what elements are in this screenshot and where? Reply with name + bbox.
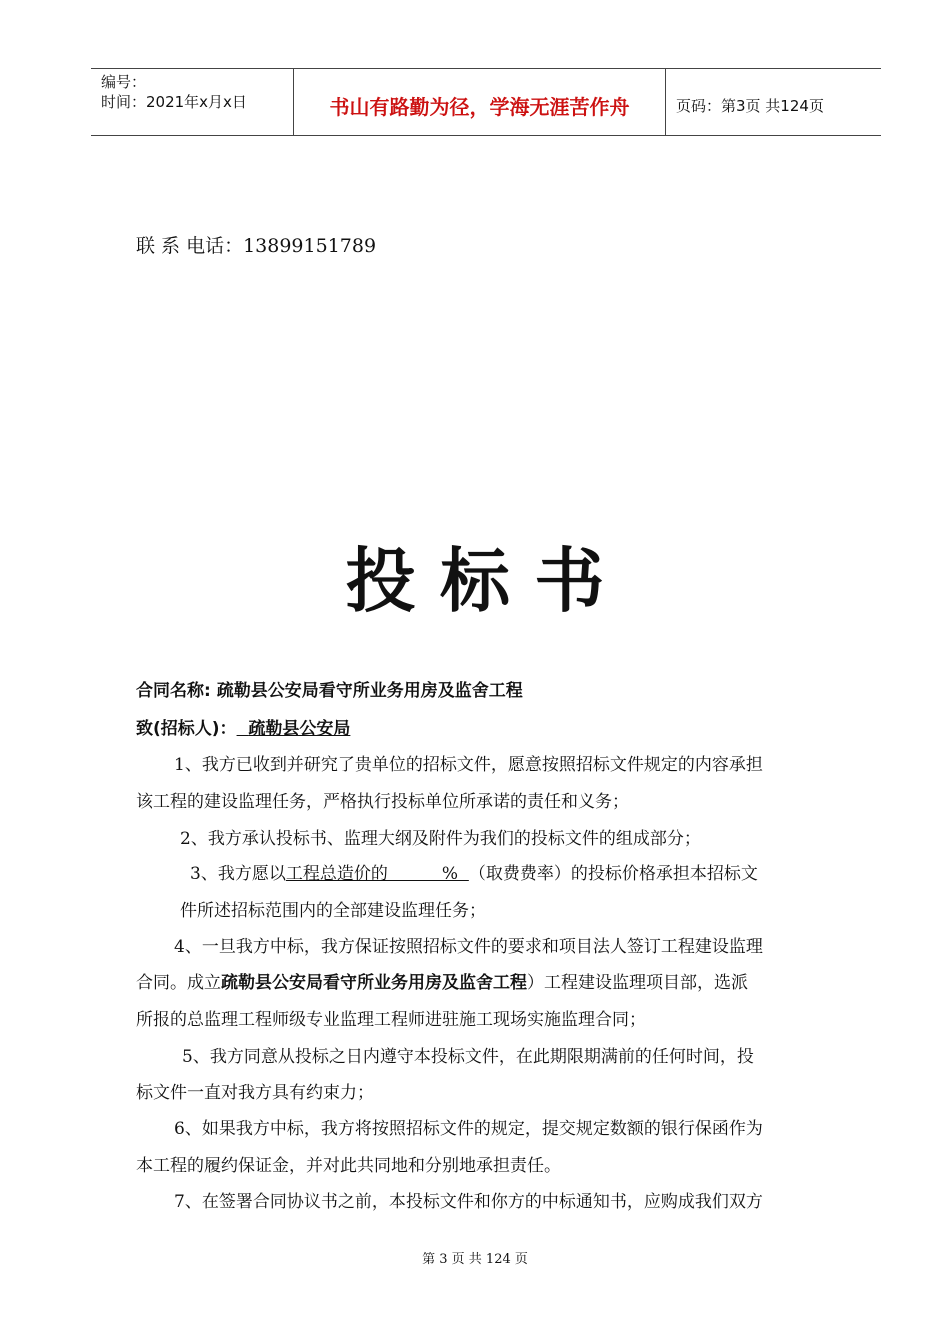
addressee-value: 疏勒县公安局 bbox=[248, 719, 351, 739]
paragraph-6-line-1: 6、如果我方中标，我方将按照招标文件的规定，提交规定数额的银行保函作为 bbox=[174, 1119, 763, 1139]
header-page-label: 页码：第3页 共124页 bbox=[676, 97, 824, 115]
contract-name-value: 疏勒县公安局看守所业务用房及监舍工程 bbox=[216, 681, 523, 701]
header-motto: 书山有路勤为径，学海无涯苦作舟 bbox=[329, 95, 630, 119]
header-bottom-rule bbox=[91, 135, 881, 136]
header-number-label: 编号： bbox=[101, 73, 147, 91]
paragraph-2: 2、我方承认投标书、监理大纲及附件为我们的投标文件的组成部分； bbox=[180, 829, 701, 849]
paragraph-4-line-1: 4、一旦我方中标，我方保证按照招标文件的要求和项目法人签订工程建设监理 bbox=[174, 937, 763, 957]
paragraph-4-prefix: 合同。成立 bbox=[136, 973, 221, 993]
paragraph-1-line-1: 1、我方已收到并研究了贵单位的招标文件，愿意按照招标文件规定的内容承担 bbox=[174, 755, 763, 775]
document-title: 投 标 书 bbox=[345, 540, 605, 622]
addressee-line bbox=[136, 714, 350, 739]
contract-name-line bbox=[136, 676, 523, 701]
page-footer: 第 3 页 共 124 页 bbox=[422, 1252, 528, 1267]
paragraph-4-line-2 bbox=[136, 968, 748, 993]
paragraph-3-suffix: （取费费率）的投标价格承担本招标文 bbox=[468, 864, 758, 884]
header-divider-right bbox=[665, 68, 666, 136]
header-time-label: 时间：2021年x月x日 bbox=[101, 93, 247, 111]
paragraph-6-line-2: 本工程的履约保证金，并对此共同地和分别地承担责任。 bbox=[136, 1156, 561, 1176]
paragraph-3-fee-blank: 工程总造价的 % bbox=[285, 864, 469, 884]
contact-phone: 联 系 电话：13899151789 bbox=[136, 235, 377, 257]
paragraph-5-line-2: 标文件一直对我方具有约束力； bbox=[136, 1083, 374, 1103]
paragraph-4-line-3: 所报的总监理工程师级专业监理工程师进驻施工现场实施监理合同； bbox=[136, 1010, 646, 1030]
paragraph-3-line-2: 件所述招标范围内的全部建设监理任务； bbox=[180, 901, 486, 921]
contract-name-label: 合同名称: bbox=[136, 681, 211, 701]
paragraph-4-suffix: ）工程建设监理项目部，选派 bbox=[527, 973, 748, 993]
paragraph-3-line-1 bbox=[190, 859, 758, 884]
paragraph-5-line-1: 5、我方同意从投标之日内遵守本投标文件，在此期限期满前的任何时间，投 bbox=[182, 1047, 754, 1067]
header-top-rule bbox=[91, 68, 881, 69]
paragraph-4-project-name: 疏勒县公安局看守所业务用房及监舍工程 bbox=[221, 973, 527, 993]
addressee-label: 致(招标人)： bbox=[136, 719, 237, 739]
paragraph-3-prefix: 3、我方愿以 bbox=[190, 864, 286, 884]
paragraph-7-line-1: 7、在签署合同协议书之前，本投标文件和你方的中标通知书，应购成我们双方 bbox=[174, 1192, 763, 1212]
paragraph-1-line-2: 该工程的建设监理任务，严格执行投标单位所承诺的责任和义务； bbox=[136, 792, 629, 812]
